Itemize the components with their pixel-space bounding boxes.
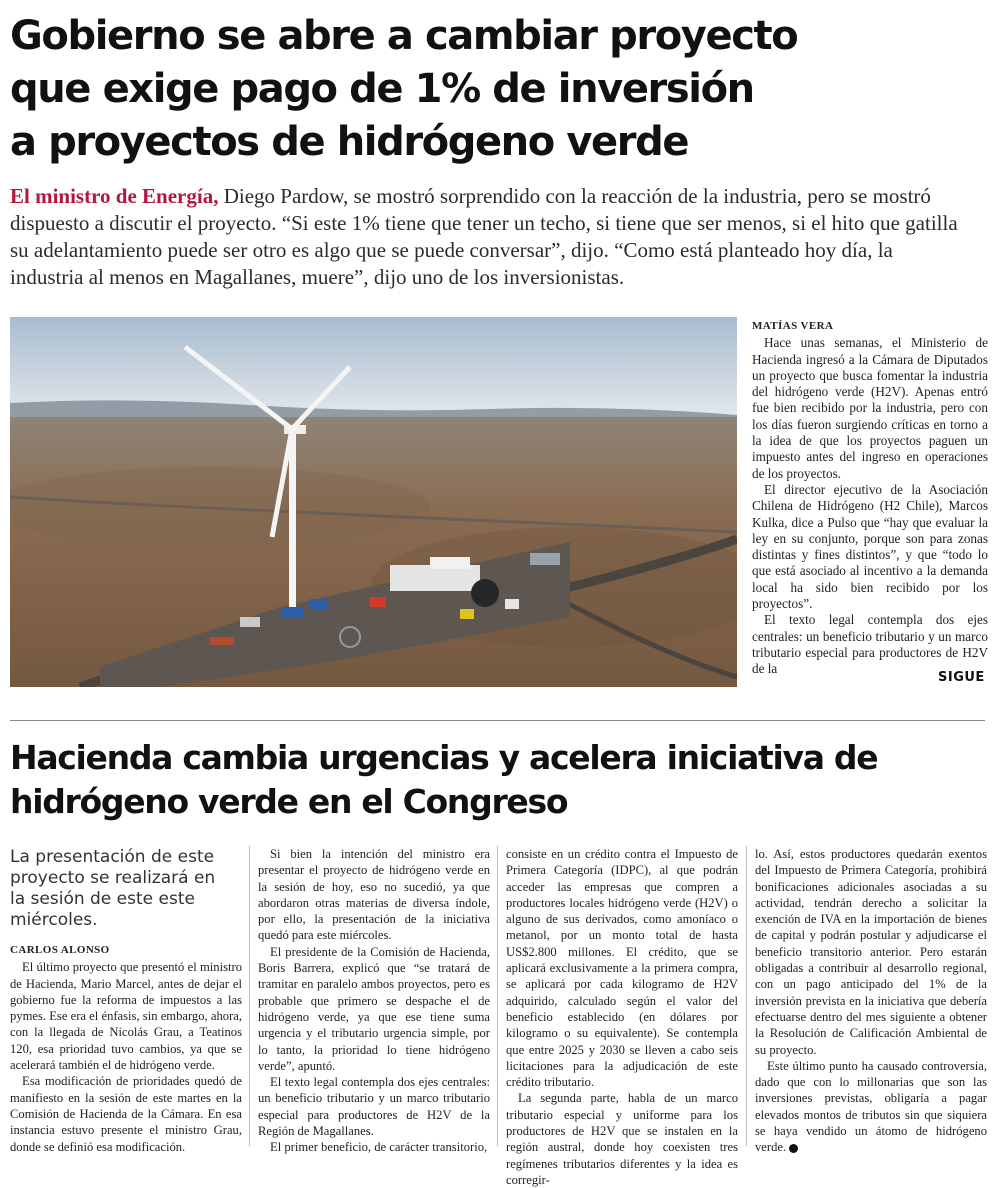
lead-kicker: El ministro de Energía, — [10, 184, 219, 208]
column-divider — [746, 846, 747, 1146]
deck-line: miércoles. — [10, 910, 98, 930]
article-2-byline: CARLOS ALONSO — [10, 944, 110, 956]
article-2-paragraph: Si bien la intención del ministro era presentar el proyecto de hidrógeno verde en la sesión de hoy, eso no sucedió, ya que abordaron otras materias de diversa índole, por ello, la presentación de la iniciativa quedó para este miércoles. — [258, 847, 490, 943]
article-2-paragraph: El texto legal contempla dos ejes centrales: un beneficio tributario y un marco tributario especial para productores de H2V de la Región de Magallanes. — [258, 1075, 490, 1139]
headline-line-3: a proyectos de hidrógeno verde — [10, 119, 689, 165]
lead-line-1 — [10, 183, 990, 210]
headline-line-1: Gobierno se abre a cambiar proyecto — [10, 13, 798, 59]
article-1-paragraph: El director ejecutivo de la Asociación Chilena de Hidrógeno (H2 Chile), Marcos Kulka, dice a Pulso que “hay que evaluar la ley en su conjunto, porque son para zonas distintas y fines distintos”, y que “todo lo que está asociado al incentivo a la demanda local ha sido bien recibido por los proyectos”. — [752, 481, 988, 612]
article-2-paragraph: lo. Así, estos productores quedarán exentos del Impuesto de Primera Categoría, prohibirá bonificaciones adicionales asociadas a su actividad, tendrán derecho a solicitar la exención de IVA en la importación de bienes de capital y podrán postular y adjudicarse el beneficio transitorio anterior. Pero estarán obligadas a contribuir al desarrollo regional, con un pago anticipado del 1% de la inversión prevista en la iniciativa que debería efectuarse dentro del mes siguiente a obtener la Resolución de Calificación Ambiental de su proyecto. — [755, 847, 987, 1057]
article-1-body — [752, 318, 988, 678]
article-2-column-1 — [10, 942, 242, 1155]
article-2-paragraph: El primer beneficio, de carácter transitorio, — [270, 1140, 488, 1155]
article-2-paragraph: El último proyecto que presentó el ministro de Hacienda, Mario Marcel, antes de dejar el gobierno fue la reforma de impuestos a las pymes. Ese era el énfasis, sin embargo, ahora, con la llegada de Nicolás Grau, a Teatinos 120, esa prioridad tuvo cambios, ya que se acelerará también el de hidrógeno verde. — [10, 960, 242, 1073]
second-headline-line-1: Hacienda cambia urgencias y acelera iniciativa de — [10, 738, 878, 777]
article-2-closing-text: Este último punto ha causado controversia, dado que con lo millonarias que son las inversiones previstas, obligaría a pagar elevados montos de tributos sin que siquiera se haya vendido un átomo de hidrógeno verde. — [755, 1058, 987, 1155]
column-divider — [249, 846, 250, 1146]
continue-label: SIGUE — [938, 670, 985, 685]
article-2-column-3 — [506, 846, 738, 1188]
headline-line-2: que exige pago de 1% de inversión — [10, 66, 754, 112]
section-divider — [10, 720, 985, 721]
wind-turbine-photo — [10, 317, 737, 687]
article-2-paragraph: Esa modificación de prioridades quedó de manifiesto en la sesión de este martes en la Comisión de Hacienda de la Cámara. En esa instancia estuvo presente el ministro Grau, donde se definió esa modificación. — [10, 1074, 242, 1154]
column-divider — [497, 846, 498, 1146]
article-1-byline: MATÍAS VERA — [752, 320, 834, 332]
article-2-deck — [10, 847, 235, 931]
article-2-column-2 — [258, 846, 490, 1156]
deck-line: proyecto se realizará en — [10, 868, 216, 888]
end-mark-icon — [789, 1144, 798, 1153]
article-2-paragraph: consiste en un crédito contra el Impuesto de Primera Categoría (IDPC), al que podrán acceder las empresas que compren a productores locales hidrógeno verde (H2V) o alguno de sus derivados, como amoníaco o metanol, por un monto total de hasta US$2.800 millones. El crédito, que se aplicará exclusivamente a la primera compra, se aplicará por cada kilogramo de H2V adquirido, calculado según el valor del beneficio establecido (en dólares por kilogramo o su equivalente). Se contempla que entre 2025 y 2030 se lleven a cabo seis licitaciones para la adjudicación de este crédito tributario. — [506, 847, 738, 1090]
article-1-paragraph: Hace unas semanas, el Ministerio de Hacienda ingresó a la Cámara de Diputados un proyecto que busca fomentar la industria del hidrógeno verde (H2V). Apenas entró fue bien recibido por la industria, pero con los días fueron surgiendo críticas en torno a la idea de que los proyectos paguen un impuesto antes del ingreso en operaciones de los proyectos. — [752, 335, 988, 481]
article-2-paragraph: La segunda parte, habla de un marco tributario especial y uniforme para los productores de H2V que se instalen en la región austral, donde hoy coexisten tres regímenes tributarios diferentes y la idea es corregir- — [506, 1091, 738, 1187]
lead-line-1-text: Diego Pardow, se mostró sorprendido con la reacción de la industria, pero se mostró — [218, 184, 931, 208]
article-2-column-4 — [755, 846, 987, 1156]
lead-line-3: su adelantamiento puede ser otro es algo que se puede conversar”, dijo. “Como está planteado hoy día, la — [10, 238, 893, 262]
article-1-paragraph: El texto legal contempla dos ejes centrales: un beneficio tributario y un marco tributario especial para productores de H2V de la — [752, 612, 988, 677]
deck-line: la sesión de este este — [10, 889, 195, 909]
second-headline-line-2: hidrógeno verde en el Congreso — [10, 782, 568, 821]
article-2-paragraph-last — [755, 1058, 987, 1156]
article-2-paragraph: El presidente de la Comisión de Hacienda, Boris Barrera, explicó que “se tratará de tramitar en paralelo ambos proyectos, pero es probable que primero se despache el de hidrógeno verde, ya que ese tiene suma urgencia y el tributario urgencia simple, por lo tanto, la prioridad lo tiene hidrógeno verde”, apuntó. — [258, 944, 490, 1073]
deck-line: La presentación de este — [10, 847, 215, 867]
wind-turbine-aerial-icon — [10, 317, 737, 687]
main-headline — [10, 10, 970, 169]
lead-paragraph — [10, 183, 990, 291]
second-headline — [10, 736, 990, 824]
lead-line-4: industria al menos en Magallanes, muere”, dijo uno de los inversionistas. — [10, 265, 625, 289]
lead-line-2: dispuesto a discutir el proyecto. “Si este 1% tiene que tener un techo, si tiene que ser menos, si el hito que gatilla — [10, 211, 958, 235]
